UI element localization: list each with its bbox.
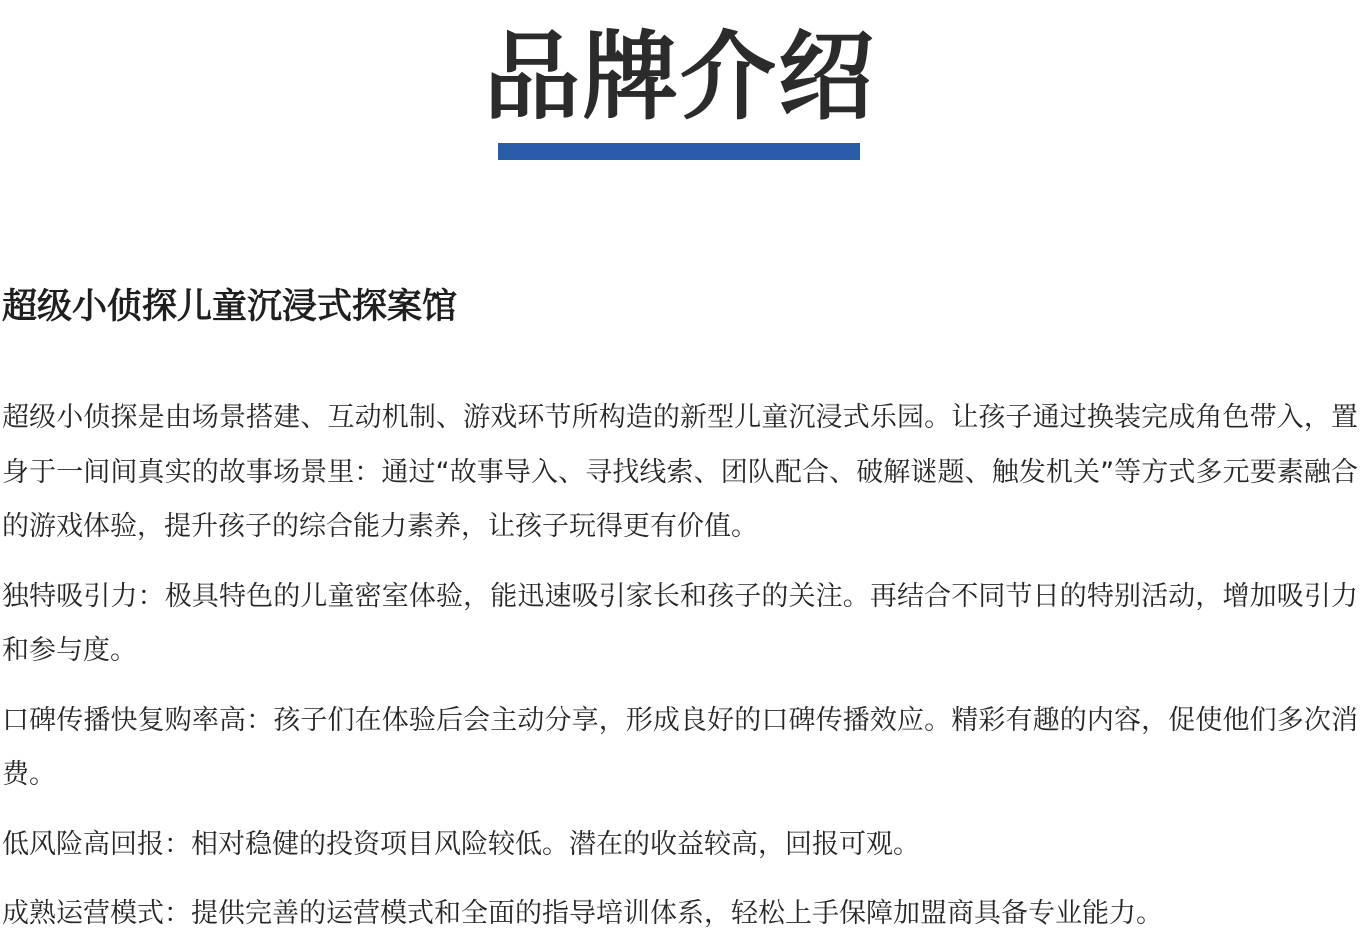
- section-title: 超级小侦探儿童沉浸式探案馆: [2, 287, 458, 327]
- feature-paragraph-low-risk: 低风险高回报：相对稳健的投资项目风险较低。潜在的收益较高，回报可观。: [2, 828, 920, 860]
- intro-paragraph: 超级小侦探是由场景搭建、互动机制、游戏环节所构造的新型儿童沉浸式乐园。让孩子通过换装完成角色带入，置身于一间间真实的故事场景里：通过“故事导入、寻找线索、团队配合、破解谜题、触发机关”等方式多元要素融合的游戏体验，提升孩子的综合能力素养，让孩子玩得更有价值。: [2, 402, 1358, 542]
- banner-accent-bar: [498, 143, 860, 160]
- feature-paragraph-word-of-mouth: 口碑传播快复购率高：孩子们在体验后会主动分享，形成良好的口碑传播效应。精彩有趣的内容，促使他们多次消费。: [2, 704, 1358, 790]
- brand-banner: [0, 0, 1360, 170]
- feature-paragraph-attraction: 独特吸引力：极具特色的儿童密室体验，能迅速吸引家长和孩子的关注。再结合不同节日的特别活动，增加吸引力和参与度。: [2, 580, 1358, 666]
- article-body: [2, 281, 1358, 942]
- banner-title: 品牌介绍: [484, 21, 876, 133]
- feature-paragraph-operation-model: 成熟运营模式：提供完善的运营模式和全面的指导培训体系，轻松上手保障加盟商具备专业能力。: [2, 898, 1163, 929]
